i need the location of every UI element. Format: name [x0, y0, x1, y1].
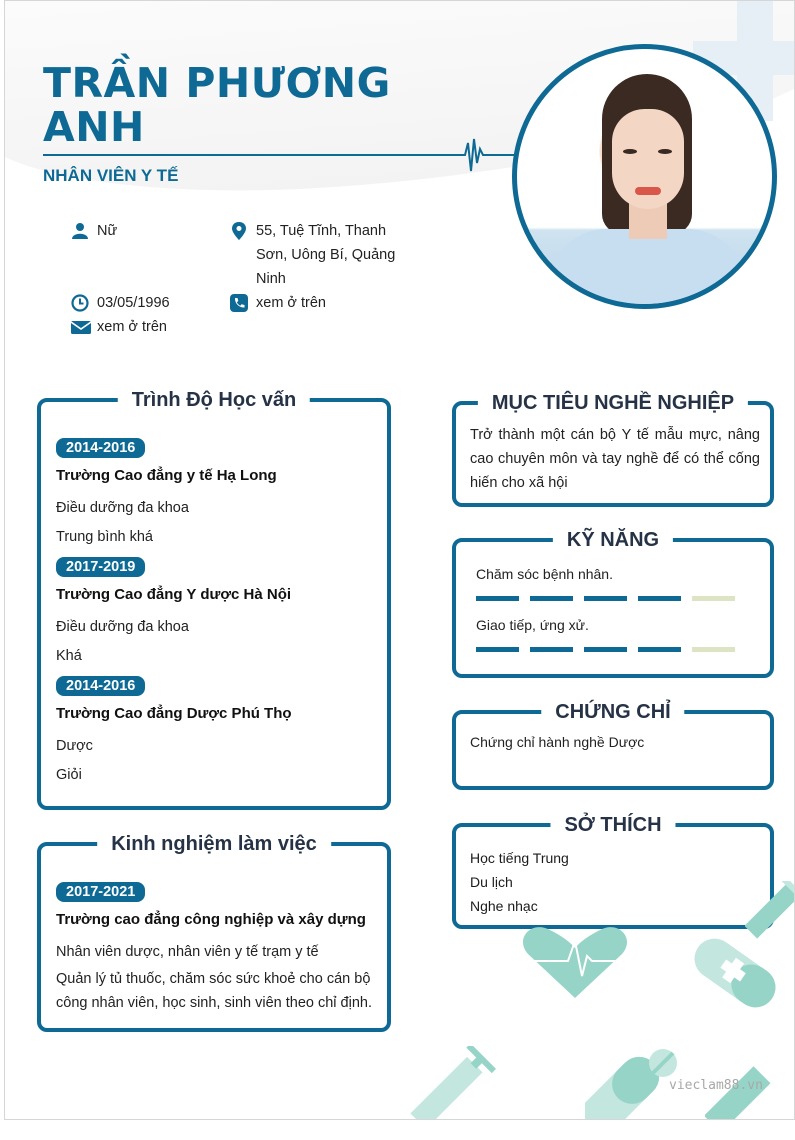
birthday-value: 03/05/1996 [97, 295, 170, 311]
position: Nhân viên dược, nhân viên y tế trạm y tế [56, 944, 319, 960]
hobby-item: Nghe nhạc [470, 898, 538, 914]
skills-section [452, 529, 774, 678]
hobbies-section [452, 814, 774, 929]
experience-title: Kinh nghiệm làm việc [97, 829, 331, 859]
heart-ecg-icon [520, 926, 630, 1001]
address-value: 55, Tuệ Tĩnh, Thanh Sơn, Uông Bí, Quảng Ninh [256, 223, 396, 287]
avatar-shirt [547, 229, 747, 309]
objective-title: MỤC TIÊU NGHỀ NGHIỆP [478, 388, 748, 418]
grade: Trung bình khá [56, 529, 153, 545]
skills-title: KỸ NĂNG [553, 525, 673, 555]
skill-name: Giao tiếp, ứng xử. [476, 617, 589, 633]
clock-icon [71, 294, 89, 312]
major: Dược [56, 738, 93, 754]
education-item [56, 557, 377, 666]
level-segment-empty [692, 596, 735, 601]
syringe-icon [410, 1046, 500, 1120]
certificates-section [452, 701, 774, 790]
level-segment [638, 596, 681, 601]
experience-section [37, 833, 391, 1032]
school-name: Trường Cao đẳng Dược Phú Thọ [56, 705, 292, 722]
major: Điều dưỡng đa khoa [56, 619, 189, 635]
company-name: Trường cao đẳng công nghiệp và xây dựng [56, 911, 366, 928]
job-title: NHÂN VIÊN Y TẾ [43, 166, 179, 185]
heartbeat-icon [457, 131, 497, 181]
level-segment-empty [692, 647, 735, 652]
hobbies-title: SỞ THÍCH [550, 810, 675, 840]
hobby-item: Du lịch [470, 874, 513, 890]
education-section [37, 389, 391, 810]
candidate-name [43, 61, 463, 149]
phone-value: xem ở trên [256, 295, 326, 311]
level-segment [530, 647, 573, 652]
watermark: vieclam88.vn [669, 1078, 763, 1093]
pill-capsule-icon [685, 933, 785, 1013]
objective-text: Trở thành một cán bộ Y tế mẫu mực, nâng cao chuyên môn và tay nghề để có thể cống hiến cho xã hội [470, 427, 760, 491]
level-segment [638, 647, 681, 652]
grade: Giỏi [56, 767, 82, 783]
envelope-icon [71, 318, 91, 336]
grade: Khá [56, 648, 82, 664]
level-segment [530, 596, 573, 601]
hobby-item: Học tiếng Trung [470, 850, 569, 866]
certificate-item: Chứng chỉ hành nghề Dược [470, 734, 645, 750]
level-segment [476, 647, 519, 652]
level-segment [584, 596, 627, 601]
skill-item [476, 566, 735, 601]
avatar [512, 44, 777, 309]
name-line-2: ANH [43, 103, 145, 151]
certificates-title: CHỨNG CHỈ [541, 697, 684, 727]
period-badge: 2014-2016 [56, 438, 145, 458]
education-item [56, 676, 377, 785]
email-value: xem ở trên [97, 319, 167, 335]
user-icon [71, 222, 89, 240]
skill-level-bar [476, 596, 735, 601]
avatar-eye [623, 149, 637, 154]
skill-name: Chăm sóc bệnh nhân. [476, 566, 613, 582]
avatar-lips [635, 187, 661, 195]
education-item [56, 438, 377, 547]
period-badge: 2017-2021 [56, 882, 145, 902]
gender-value: Nữ [97, 223, 118, 239]
map-pin-icon [230, 222, 248, 240]
objective-section [452, 392, 774, 507]
level-segment [476, 596, 519, 601]
major: Điều dưỡng đa khoa [56, 500, 189, 516]
period-badge: 2014-2016 [56, 676, 145, 696]
education-title: Trình Độ Học vấn [118, 385, 310, 415]
avatar-eye [658, 149, 672, 154]
period-badge: 2017-2019 [56, 557, 145, 577]
school-name: Trường Cao đẳng Y dược Hà Nội [56, 586, 292, 603]
syringe-icon [745, 881, 795, 941]
phone-icon [230, 294, 248, 312]
level-segment [584, 647, 627, 652]
divider [43, 154, 463, 156]
job-description: Quản lý tủ thuốc, chăm sóc sức khoẻ cho cán bộ công nhân viên, học sinh, sinh viên theo chỉ định. [56, 971, 372, 1011]
skill-item [476, 617, 735, 652]
school-name: Trường Cao đẳng y tế Hạ Long [56, 467, 277, 484]
name-line-1: TRẦN PHƯƠNG [43, 59, 391, 107]
skill-level-bar [476, 647, 735, 652]
cv-page [4, 0, 795, 1120]
